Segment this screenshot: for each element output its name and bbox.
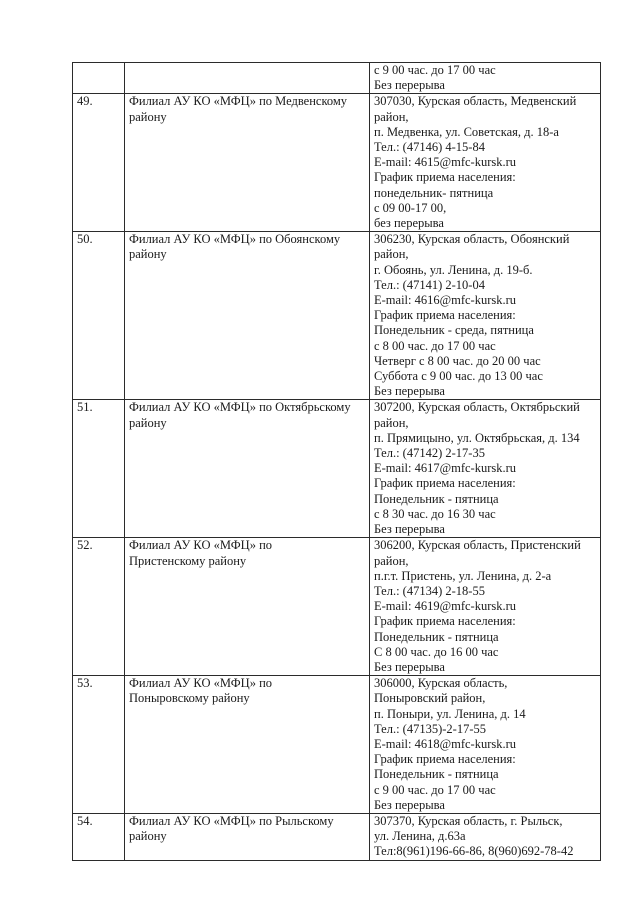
branch-name-line: Филиал АУ КО «МФЦ» по [129, 538, 273, 553]
branch-contact-cell [370, 94, 601, 232]
contact-line: с 8 30 час. до 16 30 час [374, 506, 496, 521]
row-number: 49. [73, 94, 125, 232]
contact-line: E-mail: 4619@mfc-kursk.ru [374, 599, 517, 614]
branch-name-line: Филиал АУ КО «МФЦ» по Обоянскому [129, 232, 341, 247]
branch-contact-cell [370, 400, 601, 538]
branch-name-line: Филиал АУ КО «МФЦ» по Октябрьскому [129, 400, 351, 415]
branch-name-cell [125, 538, 370, 676]
contact-line: E-mail: 4616@mfc-kursk.ru [374, 293, 517, 308]
branch-name-cell [125, 400, 370, 538]
table-row [73, 232, 601, 400]
contact-line: E-mail: 4618@mfc-kursk.ru [374, 736, 517, 751]
row-number: 53. [73, 676, 125, 814]
contact-line: район, [374, 415, 409, 430]
contact-line: Тел.: (47146) 4-15-84 [374, 140, 485, 155]
branch-name-cell [125, 63, 370, 94]
contact-line: 306000, Курская область, [374, 676, 508, 691]
contact-line: ул. Ленина, д.63а [374, 829, 466, 844]
contact-line: п.г.т. Пристень, ул. Ленина, д. 2-а [374, 568, 552, 583]
contact-line: График приема населения: [374, 170, 516, 185]
branch-name-cell [125, 94, 370, 232]
branches-table-body [73, 63, 601, 861]
contact-line: 306200, Курская область, Пристенский [374, 538, 581, 553]
table-row [73, 400, 601, 538]
contact-line: E-mail: 4615@mfc-kursk.ru [374, 155, 517, 170]
contact-line: 307030, Курская область, Медвенский [374, 94, 577, 109]
contact-line: с 09 00-17 00, [374, 200, 447, 215]
contact-line: Без перерыва [374, 384, 445, 399]
branch-name-line: району [129, 109, 167, 124]
table-row [73, 63, 601, 94]
branch-name-line: району [129, 829, 167, 844]
contact-line: Тел:8(961)196-66-86, 8(960)692-78-42 [374, 844, 574, 859]
contact-line: Тел.: (47134) 2-18-55 [374, 583, 485, 598]
row-number: 50. [73, 232, 125, 400]
contact-line: с 8 00 час. до 17 00 час [374, 338, 496, 353]
contact-line: Понедельник - пятница [374, 629, 499, 644]
row-number: 51. [73, 400, 125, 538]
branches-table [72, 62, 601, 861]
branch-name-line: району [129, 247, 167, 262]
contact-line: 307200, Курская область, Октябрьский [374, 400, 580, 415]
contact-line: Без перерыва [374, 659, 445, 674]
table-row [73, 94, 601, 232]
contact-line: Без перерыва [374, 78, 445, 93]
contact-line: понедельник- пятница [374, 185, 494, 200]
contact-line: с 9 00 час. до 17 00 час [374, 782, 496, 797]
branch-contact-cell [370, 63, 601, 94]
branch-name-line: Филиал АУ КО «МФЦ» по Рыльскому [129, 813, 334, 828]
contact-line: Без перерыва [374, 797, 445, 812]
contact-line: район, [374, 553, 409, 568]
branch-name-line: Филиал АУ КО «МФЦ» по Медвенскому [129, 94, 348, 109]
contact-line: Суббота с 9 00 час. до 13 00 час [374, 369, 543, 384]
row-number: 54. [73, 813, 125, 860]
contact-line: район, [374, 109, 409, 124]
branch-name-cell [125, 676, 370, 814]
contact-line: без перерыва [374, 216, 444, 231]
branch-contact-cell [370, 813, 601, 860]
branch-name-cell [125, 232, 370, 400]
contact-line: с 9 00 час. до 17 00 час [374, 63, 496, 77]
contact-line: С 8 00 час. до 16 00 час [374, 644, 499, 659]
contact-line: Понедельник - пятница [374, 491, 499, 506]
branch-contact-cell [370, 538, 601, 676]
contact-line: Понедельник - среда, пятница [374, 323, 534, 338]
contact-line: г. Обоянь, ул. Ленина, д. 19-б. [374, 262, 533, 277]
branch-name-cell [125, 813, 370, 860]
contact-line: График приема населения: [374, 476, 516, 491]
contact-line: п. Прямицыно, ул. Октябрьская, д. 134 [374, 430, 580, 445]
branch-name-line: Поныровскому району [129, 691, 250, 706]
branch-name-line: Филиал АУ КО «МФЦ» по [129, 676, 273, 691]
contact-line: район, [374, 247, 409, 262]
branch-name-line: району [129, 415, 167, 430]
row-number: 52. [73, 538, 125, 676]
contact-line: Тел.: (47142) 2-17-35 [374, 446, 485, 461]
contact-line: График приема населения: [374, 614, 516, 629]
contact-line: Без перерыва [374, 522, 445, 537]
contact-line: Поныровский район, [374, 691, 486, 706]
contact-line: Четверг с 8 00 час. до 20 00 час [374, 353, 541, 368]
contact-line: Тел.: (47135)-2-17-55 [374, 721, 486, 736]
contact-line: График приема населения: [374, 308, 516, 323]
contact-line: п. Медвенка, ул. Советская, д. 18-а [374, 124, 559, 139]
contact-line: 307370, Курская область, г. Рыльск, [374, 813, 563, 828]
contact-line: E-mail: 4617@mfc-kursk.ru [374, 461, 517, 476]
branch-contact-cell [370, 232, 601, 400]
contact-line: График приема населения: [374, 752, 516, 767]
contact-line: Тел.: (47141) 2-10-04 [374, 277, 485, 292]
table-row [73, 813, 601, 860]
table-row [73, 538, 601, 676]
contact-line: Понедельник - пятница [374, 767, 499, 782]
contact-line: 306230, Курская область, Обоянский [374, 232, 570, 247]
table-row [73, 676, 601, 814]
branch-name-line: Пристенскому району [129, 553, 247, 568]
contact-line: п. Поныри, ул. Ленина, д. 14 [374, 706, 526, 721]
row-number [73, 63, 125, 94]
branch-contact-cell [370, 676, 601, 814]
